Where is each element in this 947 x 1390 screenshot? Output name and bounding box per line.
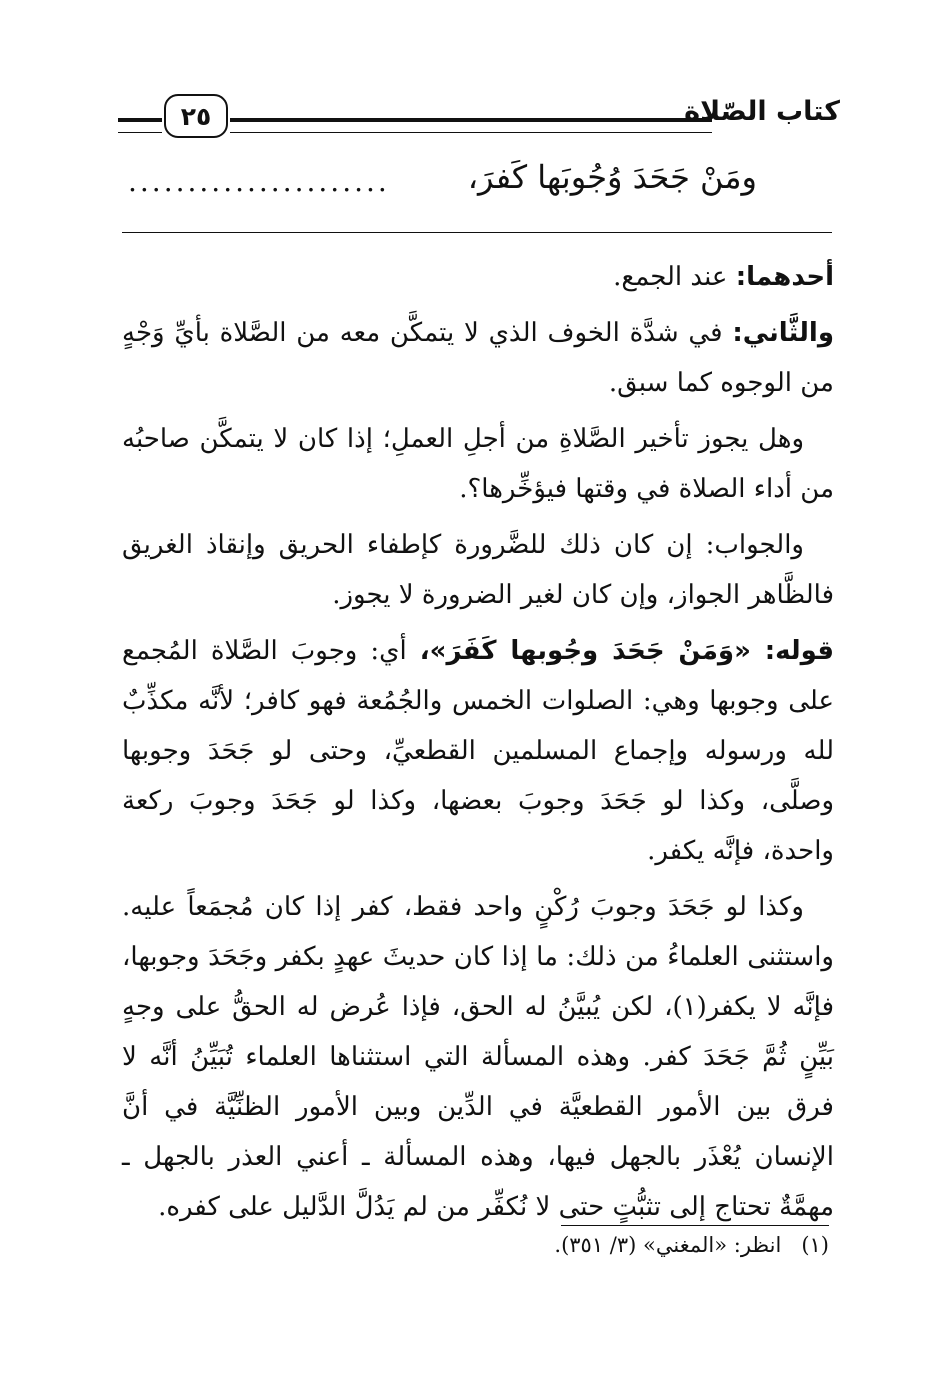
- paragraph-text: وكذا لو جَحَدَ وجوبَ رُكْنٍ واحد فقط، كفر إذا كان مُجمَعاً عليه. واستثنى العلماءُ من ذلك: ما إذا كان حديثَ عهدٍ بكفر وجَحَدَ وجوبها، فإنَّه لا يكفر(١)، لكن يُبيَّنُ له الحق، فإذا عُرض له الحقُّ على وجهٍ بَيِّنٍ ثُمَّ جَحَدَ كفر. وهذه المسألة التي استثناها العلماء تُبَيِّنُ أنَّه لا فرق بين الأمور القطعيَّة في الدِّين وبين الأمور الظنِّيَّة في أنَّ الإنسان يُعْذَر بالجهل فيها، وهذه المسألة ـ أعني العذر بالجهل ـ مهمَّةٌ تحتاج إلى تثبُّتٍ حتى لا نُكفِّر من لم يَدُلَّ الدَّليل على كفره.: [122, 892, 835, 1222]
- paragraph: [122, 308, 834, 408]
- paragraph: [122, 252, 834, 302]
- footnote: [329, 1233, 829, 1257]
- paragraph-text: وهل يجوز تأخير الصَّلاةِ من أجلِ العملِ؛ إذا كان لا يتمكَّن صاحبُه من أداء الصلاة في وقتها فيؤخِّرها؟.: [122, 424, 834, 504]
- footnote-divider: [561, 1225, 829, 1226]
- footnote-text: انظر: «المغني» (٣/ ٣٥١).: [554, 1233, 782, 1257]
- header-rule-left: [118, 118, 162, 133]
- paragraph-text: أي: وجوبَ الصَّلاة المُجمع على وجوبها وهي: الصلوات الخمس والجُمُعة فهو كافر؛ لأنَّه مكذِّبٌ لله ورسوله وإجماع المسلمين القطعيِّ، وحتى لو جَحَدَ وجوبها وصلَّى، وكذا لو جَحَدَ وجوبَ بعضها، وكذا لو جَحَدَ وجوبَ ركعة واحدة، فإنَّه يكفر.: [122, 636, 834, 866]
- header-rule: [230, 118, 712, 133]
- paragraph-lead: قوله:: [764, 636, 834, 666]
- paragraph-text: في شدَّة الخوف الذي لا يتمكَّن معه من الصَّلاة بأيِّ وَجْهٍ من الوجوه كما سبق.: [122, 318, 834, 398]
- commentary-body: [122, 252, 834, 1238]
- paragraph: [122, 882, 834, 1232]
- matn-dots: ......................: [128, 165, 390, 198]
- paragraph: [122, 414, 834, 514]
- footnote-marker: (١): [801, 1233, 829, 1257]
- matn-divider: [122, 232, 832, 233]
- book-title: كتاب الصّلاة: [684, 96, 840, 127]
- paragraph-text: والجواب: إن كان ذلك للضَّرورة كإطفاء الحريق وإنقاذ الغريق فالظَّاهر الجواز، وإن كان لغير الضرورة لا يجوز.: [122, 530, 834, 610]
- page-number: ٢٥: [164, 94, 228, 138]
- page-header: [118, 88, 840, 148]
- matn-quote: «وَمَنْ جَحَدَ وجُوبها كَفَرَ»،: [419, 636, 765, 666]
- paragraph-text: عند الجمع.: [613, 262, 736, 292]
- paragraph-lead: والثَّاني:: [732, 318, 834, 348]
- paragraph-lead: أحدهما:: [735, 262, 834, 292]
- paragraph: [122, 520, 834, 620]
- matn-line: ومَنْ جَحَدَ وُجُوبَها كَفرَ،: [467, 158, 757, 196]
- paragraph: [122, 626, 834, 876]
